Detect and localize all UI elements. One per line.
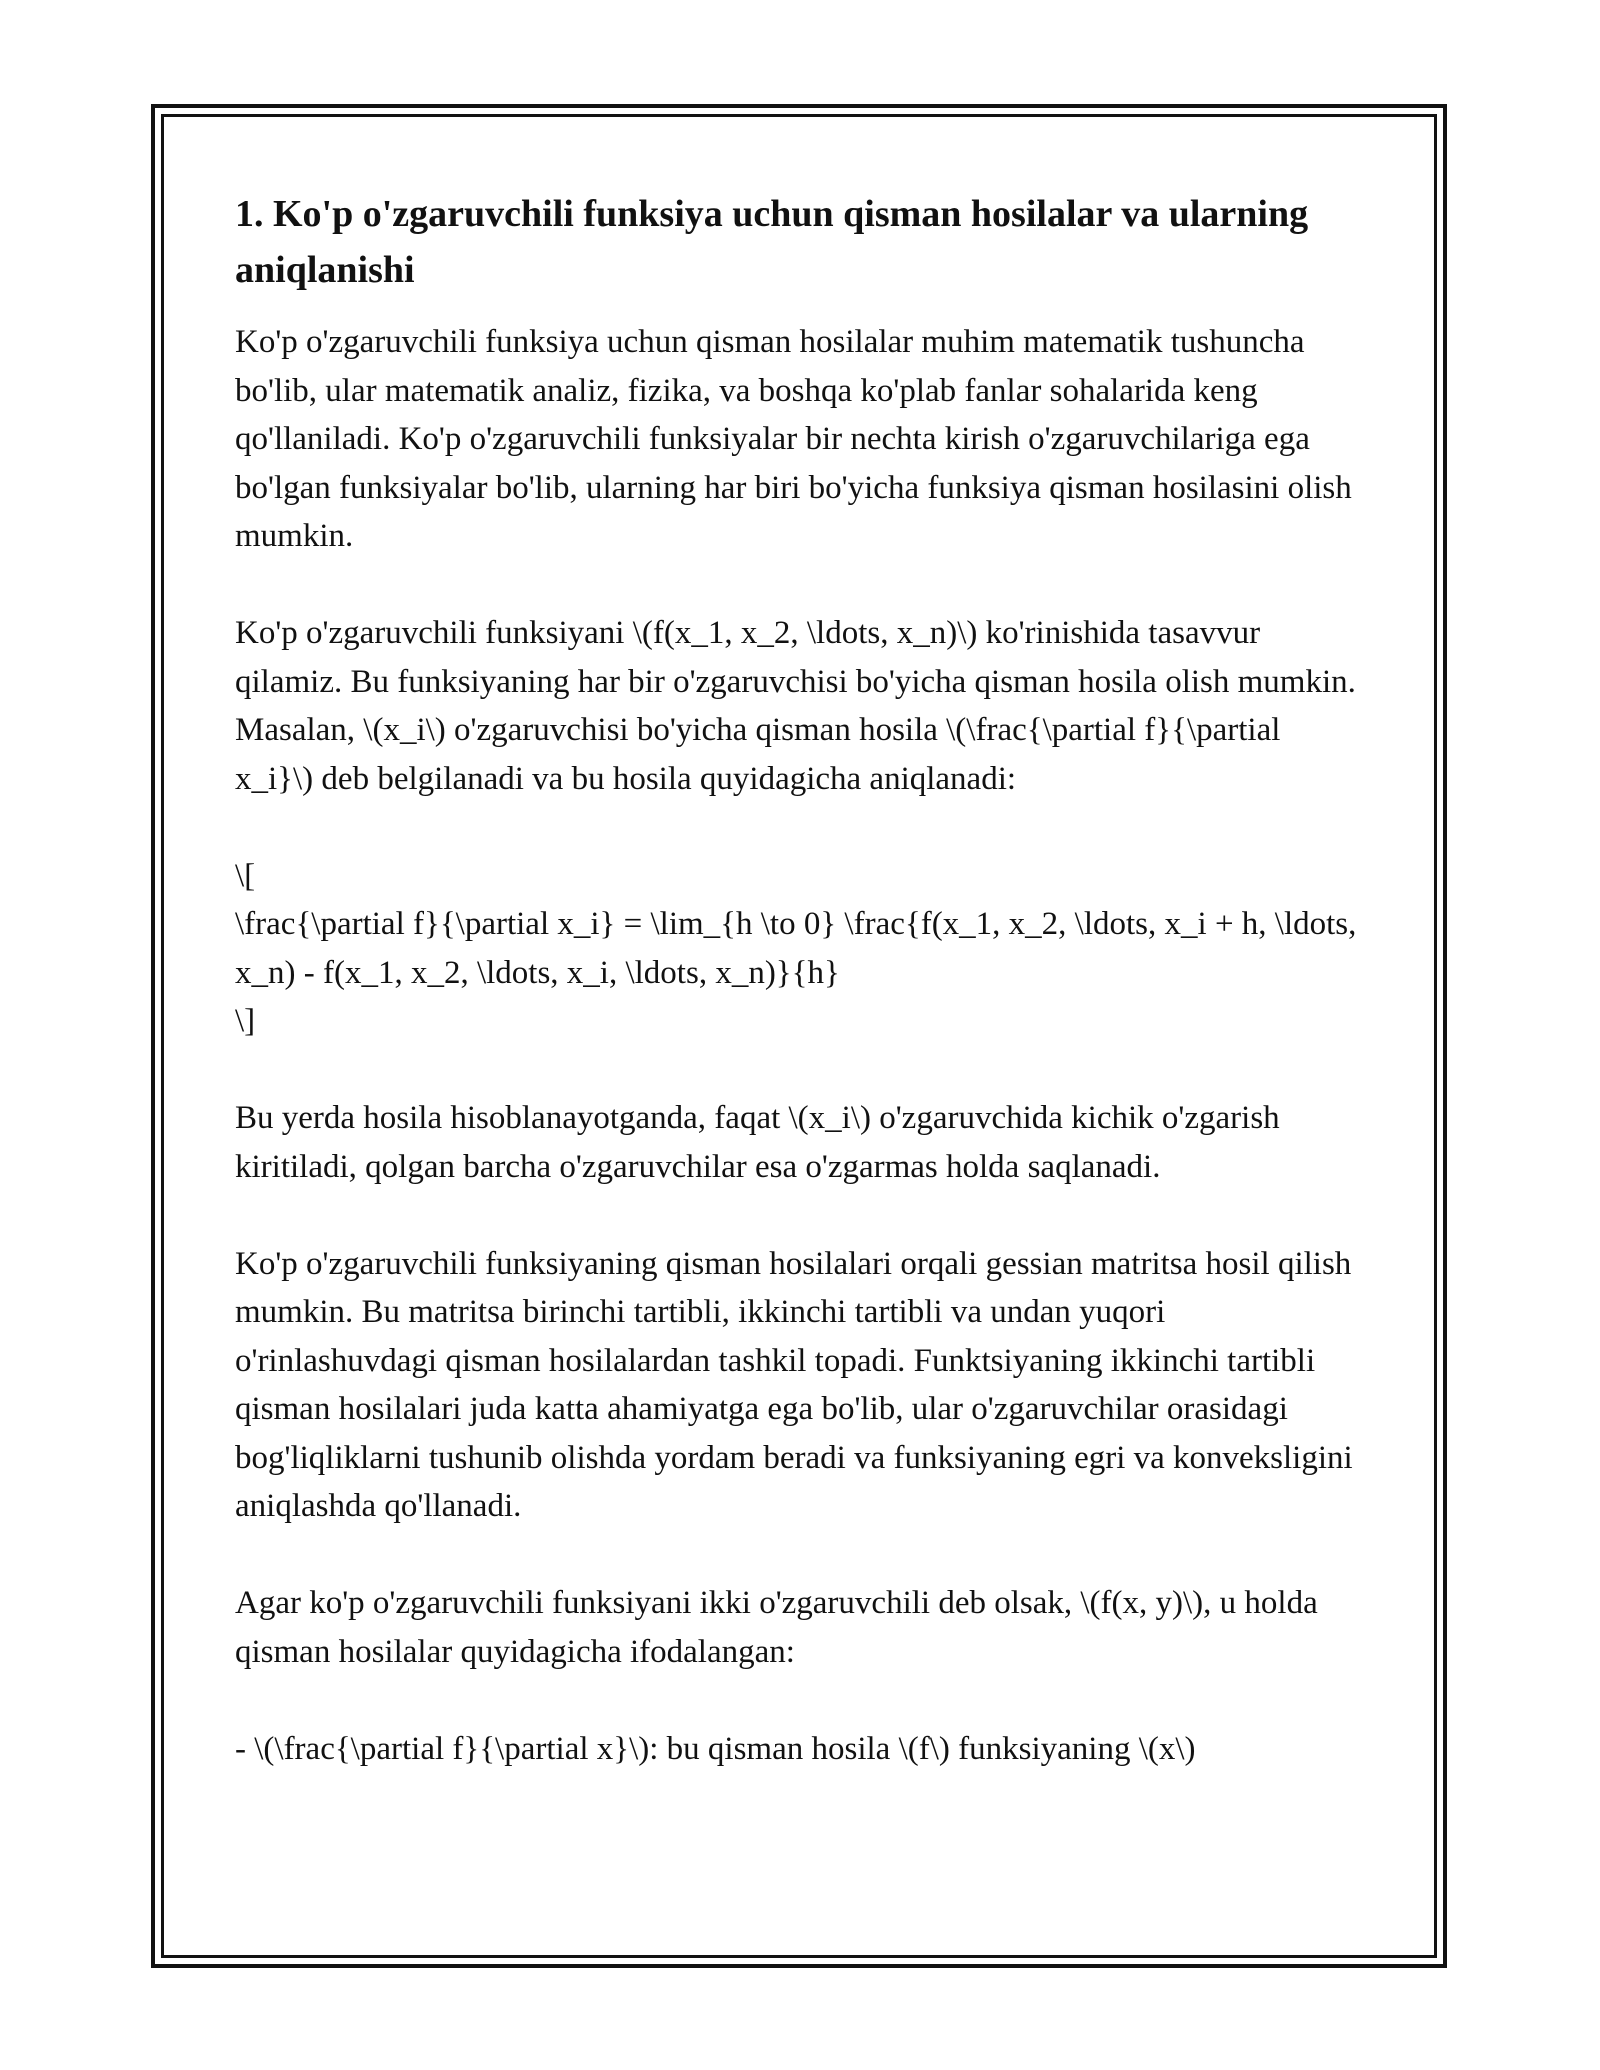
paragraph-explanation: Bu yerda hosila hisoblanayotganda, faqat \(x_i\) o'zgaruvchida kichik o'zgarish kiritiladi, qolgan barcha o'zgaruvchilar esa o'zgarmas holda saqlanadi. [235, 1100, 1280, 1185]
paragraph-list-item: - \(\frac{\partial f}{\partial x}\): bu qisman hosila \(f\) funksiyaning \(x\) [235, 1730, 1196, 1767]
paragraph-two-variables: Agar ko'p o'zgaruvchili funksiyani ikki o'zgaruvchili deb olsak, \(f(x, y)\), u holda qisman hosilalar quyidagicha ifodalangan: [235, 1585, 1318, 1670]
page-content [235, 186, 1365, 1822]
paragraph-definition: Ko'p o'zgaruvchili funksiyani \(f(x_1, x_2, \ldots, x_n)\) ko'rinishida tasavvur qilamiz. Bu funksiyaning har bir o'zgaruvchisi bo'yicha qisman hosila olish mumkin. Masalan, \(x_i\) o'zgaruvchisi bo'yicha qisman hosila \(\frac{\partial f}{\partial x_i}\) deb belgilanadi va bu hosila quyidagicha aniqlanadi: [235, 615, 1356, 797]
paragraph-intro: Ko'p o'zgaruvchili funksiya uchun qisman hosilalar muhim matematik tushuncha bo'lib, ular matematik analiz, fizika, va boshqa ko'plab fanlar sohalarida keng qo'llaniladi. Ko'p o'zgaruvchili funksiyalar bir nechta kirish o'zgaruvchilariga ega bo'lgan funksiyalar bo'lib, ularning har biri bo'yicha funksiya qisman hosilasini olish mumkin. [235, 324, 1352, 554]
paragraph-hessian: Ko'p o'zgaruvchili funksiyaning qisman hosilalari orqali gessian matritsa hosil qilish mumkin. Bu matritsa birinchi tartibli, ikkinchi tartibli va undan yuqori o'rinlashuvdagi qisman hosilalardan tashkil topadi. Funktsiyaning ikkinchi tartibli qisman hosilalari juda katta ahamiyatga ega bo'lib, ular o'zgaruvchilar orasidagi bog'liqliklarni tushunib olishda yordam beradi va funksiyaning egri va konveksligini aniqlashda qo'llanadi. [235, 1245, 1353, 1524]
paragraph-formula: \[ \frac{\partial f}{\partial x_i} = \lim_{h \to 0} \frac{f(x_1, x_2, \ldots, x_i + h, \ldots, x_n) - f(x_1, x_2, \ldots, x_i, \ldots, x_n)}{h} \] [235, 857, 1357, 1039]
section-title: 1. Ko'p o'zgaruvchili funksiya uchun qisman hosilalar va ularning aniqlanishi [235, 193, 1309, 291]
